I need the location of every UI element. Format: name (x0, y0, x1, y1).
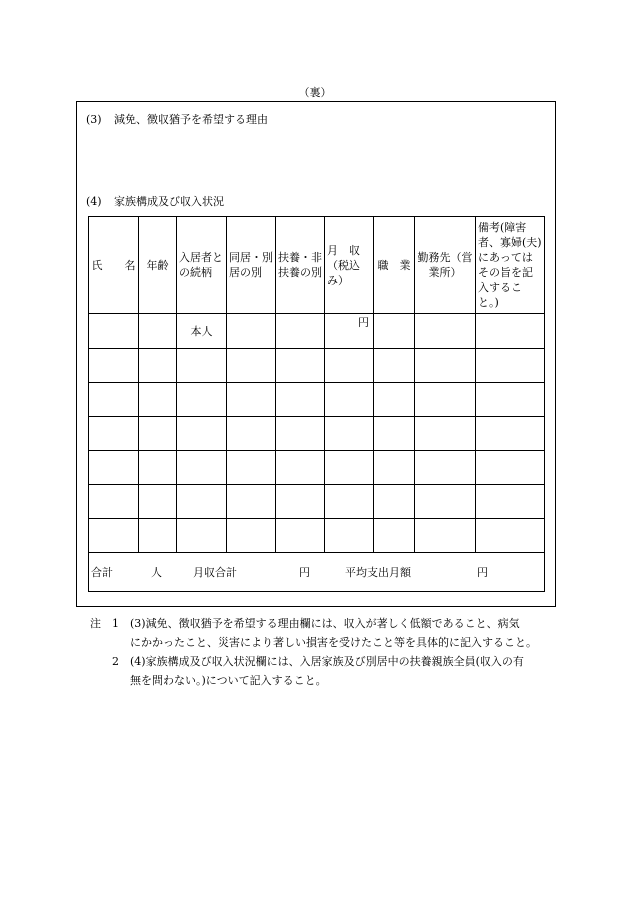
cell-income[interactable] (325, 451, 374, 485)
header-name: 氏 名 (89, 217, 139, 314)
cell-name[interactable] (89, 485, 139, 519)
cell-remarks[interactable] (476, 314, 545, 349)
cell-living[interactable] (227, 519, 276, 553)
cell-relation: 本人 (177, 314, 227, 349)
cell-living[interactable] (227, 314, 276, 349)
page-side-label: （裏） (298, 86, 332, 99)
cell-living[interactable] (227, 349, 276, 383)
cell-relation[interactable] (177, 451, 227, 485)
cell-age[interactable] (139, 417, 177, 451)
note-2-line-1 (90, 652, 537, 671)
cell-living[interactable] (227, 417, 276, 451)
cell-dependent[interactable] (276, 383, 325, 417)
header-age: 年齢 (139, 217, 177, 314)
section-3-title: 減免、徴収猶予を希望する理由 (114, 113, 268, 126)
cell-relation[interactable] (177, 349, 227, 383)
cell-workplace[interactable] (415, 383, 476, 417)
cell-name[interactable] (89, 519, 139, 553)
cell-age[interactable] (139, 519, 177, 553)
cell-remarks[interactable] (476, 451, 545, 485)
cell-living[interactable] (227, 485, 276, 519)
cell-job[interactable] (374, 349, 415, 383)
note-1-line-2: にかかったこと、災害により著しい損害を受けたこと等を具体的に記入すること。 (130, 636, 537, 649)
cell-workplace[interactable] (415, 314, 476, 349)
income-total-label: 月収合計 (193, 565, 237, 579)
cell-name[interactable] (89, 417, 139, 451)
totals-row (89, 553, 545, 592)
income-total-unit: 円 (299, 565, 310, 579)
table-row (89, 349, 545, 383)
cell-income[interactable] (325, 485, 374, 519)
note-1-number: 1 (112, 617, 119, 630)
total-label: 合計 (91, 565, 113, 579)
section-4-number: (4) (86, 195, 102, 208)
note-1-line-1 (90, 614, 537, 633)
cell-remarks[interactable] (476, 485, 545, 519)
cell-job[interactable] (374, 451, 415, 485)
avg-expense-label: 平均支出月額 (345, 565, 411, 579)
cell-dependent[interactable] (276, 314, 325, 349)
header-relation: 入居者との続柄 (177, 217, 227, 314)
cell-workplace[interactable] (415, 451, 476, 485)
table-row (89, 485, 545, 519)
note-2-number: 2 (112, 655, 119, 668)
section-4-heading (86, 193, 224, 209)
cell-age[interactable] (139, 349, 177, 383)
avg-expense-unit: 円 (477, 565, 488, 579)
section-3-number: (3) (86, 113, 102, 126)
header-job: 職 業 (374, 217, 415, 314)
cell-relation[interactable] (177, 383, 227, 417)
cell-relation[interactable] (177, 417, 227, 451)
notes-section (90, 614, 537, 690)
cell-workplace[interactable] (415, 485, 476, 519)
section-4-title: 家族構成及び収入状況 (114, 195, 224, 208)
cell-income[interactable] (325, 417, 374, 451)
cell-workplace[interactable] (415, 417, 476, 451)
cell-remarks[interactable] (476, 383, 545, 417)
cell-name[interactable] (89, 383, 139, 417)
cell-age[interactable] (139, 485, 177, 519)
note-2-line-2: 無を問わない。)について記入すること。 (130, 674, 327, 687)
header-income: 月 収（税込み） (325, 217, 374, 314)
persons-unit: 人 (151, 565, 162, 579)
cell-job[interactable] (374, 519, 415, 553)
cell-remarks[interactable] (476, 417, 545, 451)
family-income-table (88, 216, 545, 592)
cell-income[interactable] (325, 519, 374, 553)
cell-income[interactable] (325, 349, 374, 383)
cell-remarks[interactable] (476, 349, 545, 383)
cell-name[interactable] (89, 349, 139, 383)
cell-job[interactable] (374, 383, 415, 417)
cell-job[interactable] (374, 485, 415, 519)
cell-relation[interactable] (177, 485, 227, 519)
cell-dependent[interactable] (276, 451, 325, 485)
cell-workplace[interactable] (415, 349, 476, 383)
cell-living[interactable] (227, 451, 276, 485)
cell-income[interactable] (325, 383, 374, 417)
section-3-heading (86, 111, 268, 127)
cell-dependent[interactable] (276, 519, 325, 553)
cell-name[interactable] (89, 314, 139, 349)
cell-living[interactable] (227, 383, 276, 417)
table-header-row (89, 217, 545, 314)
cell-dependent[interactable] (276, 485, 325, 519)
cell-dependent[interactable] (276, 349, 325, 383)
table-row (89, 314, 545, 349)
header-living: 同居・別居の別 (227, 217, 276, 314)
cell-workplace[interactable] (415, 519, 476, 553)
totals-cell (89, 553, 545, 592)
header-workplace: 勤務先（営業所） (415, 217, 476, 314)
cell-job[interactable] (374, 314, 415, 349)
note-1-text-1: (3)減免、徴収猶予を希望する理由欄には、収入が著しく低額であること、病気 (130, 617, 520, 630)
cell-age[interactable] (139, 383, 177, 417)
table-row (89, 383, 545, 417)
cell-job[interactable] (374, 417, 415, 451)
table-row (89, 519, 545, 553)
note-2-text-1: (4)家族構成及び収入状況欄には、入居家族及び別居中の扶養親族全員(収入の有 (130, 655, 524, 668)
header-remarks: 備考(障害者、寡婦(夫)にあってはその旨を記入すること。) (476, 217, 545, 314)
cell-age[interactable] (139, 451, 177, 485)
cell-remarks[interactable] (476, 519, 545, 553)
header-dependent: 扶養・非扶養の別 (276, 217, 325, 314)
table-row (89, 417, 545, 451)
cell-dependent[interactable] (276, 417, 325, 451)
cell-income-unit: 円 (325, 314, 374, 349)
cell-relation[interactable] (177, 519, 227, 553)
cell-age[interactable] (139, 314, 177, 349)
notes-label: 注 (90, 617, 101, 630)
table-row (89, 451, 545, 485)
cell-name[interactable] (89, 451, 139, 485)
